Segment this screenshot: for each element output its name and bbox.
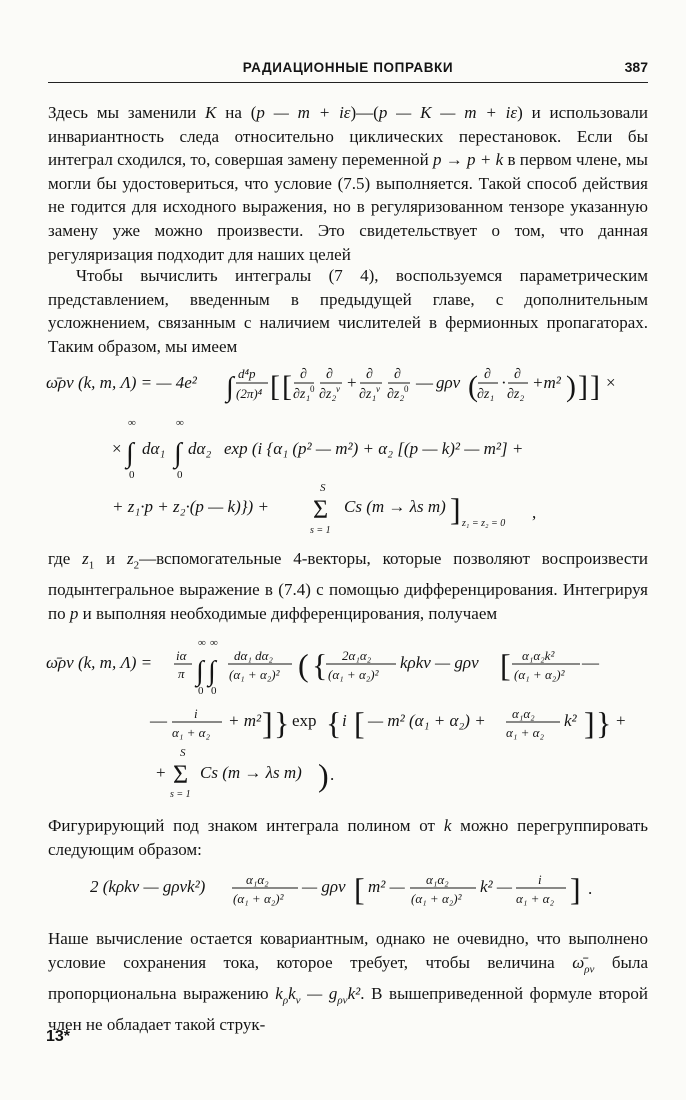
eq1-bracket-close-big: ]: [590, 370, 600, 403]
eq2-l3-end: .: [330, 765, 335, 784]
eq1-z2-b: z₂: [393, 387, 405, 402]
eq2-l2-f-den: α₁ + α₂: [172, 725, 210, 740]
p1-text-4: )—(: [350, 103, 379, 122]
eq1-integral-sign: ∫: [226, 372, 234, 403]
eq1-z1-b: z₁: [365, 387, 377, 402]
p5-k2-sub: ν: [295, 993, 301, 1006]
eq2-sum-top: S: [180, 747, 186, 759]
p1-math-c: p → p + k: [432, 150, 504, 170]
eq3-f2-den: (α₁ + α₂)²: [411, 891, 462, 906]
eq1-sup0-a: 0: [310, 384, 315, 394]
eq1-den-z1-b: ∂z₁: [359, 387, 377, 402]
eq2-kk: kρkν — gρν: [400, 653, 479, 672]
eq1-z2-a: z₂: [325, 387, 337, 402]
eq2-sum-sign: Σ: [173, 760, 189, 789]
eq1-times-1: ×: [606, 373, 616, 392]
eq2-l2-i: i: [342, 711, 347, 730]
eq1-inf-2: ∞: [176, 417, 184, 429]
eq1-z1-a: z₁: [299, 387, 311, 402]
eq2-sum-bottom: s = 1: [170, 789, 191, 800]
eq2-l2-brace-close: }: [274, 705, 290, 741]
paragraph-4: [48, 814, 648, 861]
eq2-l2-bracket-open: [: [354, 705, 365, 741]
eq2-l2-f-num: i: [194, 706, 198, 721]
p3-z1: z: [82, 549, 89, 568]
eq2-int-2: ∫: [208, 656, 216, 687]
equation-2: [0, 640, 686, 800]
eq1-z1-c: z₁: [483, 387, 495, 402]
eq1-dot: ·: [501, 373, 507, 392]
p3-p: p: [69, 603, 79, 623]
p3-text-6: —вспомогательные 4-векторы, которые позволяют воспроизвести подынтегральное выражение в (7.4) с помощью дифференцирования. Интегрируя по: [48, 549, 648, 623]
eq3-a: 2 (kρkν — gρνk²): [90, 877, 206, 896]
p1-math-a: p — m + iε: [256, 103, 351, 122]
equation-1: [0, 358, 686, 538]
eq2-l2-bracket-close-2: ]: [584, 705, 595, 741]
eq2-l2-m2: + m²: [228, 711, 262, 730]
eq2-f2-den: (α₁ + α₂)²: [328, 667, 379, 682]
eq1-minus: —: [416, 373, 433, 392]
eq1-times-2: ×: [112, 439, 122, 458]
paragraph-1: [48, 101, 648, 266]
eq1-g: gρν: [436, 373, 461, 392]
p5-text-3: была пропорциональна выражению: [48, 952, 649, 1003]
eq1-den-z2-b: ∂z₂: [387, 387, 405, 402]
eq2-l2-k2: k²: [564, 711, 577, 730]
eq2-l2-f2-num: α₁α₂: [512, 706, 535, 721]
eq2-l2-bracket-close: ]: [262, 705, 273, 741]
eq1-bracket-open-big: [: [270, 370, 280, 403]
signature-mark: 13*: [46, 1028, 71, 1045]
eq1-comma: ,: [532, 503, 537, 522]
eq3-f1-den: (α₁ + α₂)²: [233, 891, 284, 906]
eq1-measure-den: (2π)⁴: [236, 386, 263, 401]
eq1-den-z2-c: ∂z₂: [507, 387, 525, 402]
eq1-zero-1: 0: [129, 469, 135, 481]
eq3-f2-num: α₁α₂: [426, 872, 449, 887]
eq2-bracket-open: [: [500, 647, 511, 683]
p1-text-6: ) и использовали инвариантность следа относительно циклических перестановок. Если бы интеграл сходился, то, совершая замену переменной: [48, 103, 648, 170]
p5-g: — g: [300, 983, 338, 1003]
paragraph-2: Чтобы вычислить интегралы (7 4), воспользуемся параметрическим представлением, введенным в предыдущей главе, с дополнительным усложнением, связанным с наличием числителей в фермионных пропагаторах. Таким образом, мы имеем: [48, 266, 648, 356]
eq1-eval-bracket: ]: [450, 491, 461, 527]
equation-3-svg: [0, 862, 686, 912]
eq1-zero-2: 0: [177, 469, 183, 481]
eq3-end: .: [588, 879, 593, 898]
p1-text-0: Здесь мы заменили: [48, 103, 206, 122]
eq1-m2: +m²: [532, 373, 561, 392]
eq3-bracket-close: ]: [570, 871, 581, 907]
eq2-inf-2: ∞: [210, 640, 218, 649]
eq3-f3-num: i: [538, 872, 542, 887]
p5-k1: k: [275, 983, 283, 1003]
p5-k2: k: [288, 983, 296, 1003]
p5-k1-sub: ρ: [282, 993, 289, 1006]
eq2-l2-brace-close-2: }: [596, 705, 612, 741]
eq1-int-2: ∫: [174, 438, 182, 469]
equation-3: [0, 862, 686, 912]
eq1-partial-3: ∂: [366, 367, 373, 382]
p5-g-sub: ρν: [337, 993, 348, 1006]
eq1-sum-sign: Σ: [313, 495, 329, 524]
eq2-f3-den: (α₁ + α₂)²: [514, 667, 565, 682]
eq2-int-1: ∫: [196, 656, 204, 687]
eq2-zero-2: 0: [211, 685, 217, 697]
eq1-partial-5: ∂: [484, 367, 491, 382]
eq2-brace-open: {: [312, 647, 328, 683]
eq1-den-z1-a: ∂z₁: [293, 387, 311, 402]
eq2-f3-num: α₁α₂k²: [522, 648, 555, 663]
p5-text-11: . В вышеприведенной формуле второй член не обладает такой струк-: [48, 983, 648, 1034]
eq3-f3-den: α₁ + α₂: [516, 891, 554, 906]
p5-k-sq: k²: [347, 983, 361, 1003]
eq1-supnu-b: ν: [376, 384, 380, 394]
eq2-zero-1: 0: [198, 685, 204, 697]
eq2-f2-num: 2α₁α₂: [342, 648, 372, 663]
p3-z1-sub: 1: [88, 559, 95, 572]
eq2-l3-paren-close: ): [318, 757, 329, 793]
eq1-den-z1-c: ∂z₁: [477, 387, 495, 402]
eq1-partial-6: ∂: [514, 367, 521, 382]
running-title: РАДИАЦИОННЫЕ ПОПРАВКИ: [242, 60, 454, 75]
p1-text-2: на (: [216, 103, 257, 122]
eq2-l2-brace-open: {: [326, 705, 342, 741]
eq2-l2-exp: exp: [292, 711, 317, 730]
eq2-l2-term: — m² (α₁ + α₂) +: [368, 711, 486, 730]
p3-text-0: где: [48, 549, 83, 568]
eq1-partial-2: ∂: [326, 367, 333, 382]
p3-z2: z: [126, 549, 134, 568]
eq1-partial-4: ∂: [394, 367, 401, 382]
paragraph-5: [48, 927, 648, 1036]
p1-math-K: K: [205, 103, 217, 122]
eq3-c: m² —: [368, 877, 405, 896]
eq1-bracket-open: [: [282, 370, 292, 403]
eq3-b: — gρν: [302, 877, 346, 896]
eq2-f1-den: (α₁ + α₂)²: [229, 667, 280, 682]
eq2-inf-1: ∞: [198, 640, 206, 649]
eq1-exp-body: exp (i {α₁ (p² — m²) + α₂ [(p — k)² — m²] +: [224, 439, 524, 458]
p3-text-3: и: [94, 549, 127, 568]
equation-2-svg: [0, 640, 686, 800]
eq1-paren-open: (: [468, 370, 478, 403]
eq1-paren-close: ): [566, 370, 576, 403]
eq1-bracket-close: ]: [578, 370, 588, 403]
equation-1-svg: [0, 358, 686, 538]
eq1-sum-bottom: s = 1: [310, 525, 331, 536]
eq1-int-1: ∫: [126, 438, 134, 469]
eq1-z2-c: z₂: [513, 387, 525, 402]
p5-omega-sub: ρν: [584, 962, 595, 975]
eq2-coef-num: iα: [176, 648, 187, 663]
eq1-supnu-a: ν: [336, 384, 340, 394]
eq1-sup0-b: 0: [404, 384, 409, 394]
eq1-sum-term: Cs (m → λs m): [344, 497, 446, 516]
page-number: 387: [624, 59, 648, 75]
p1-text-8: в первом члене, мы могли бы удостовериться, что условие (7.5) выполняется. Такой способ действия не годится для исходного выражения, но в регуляризованном тензоре указанную замену уже можно произвести. Это свидетельствует о том, что данная регуляризация подходит для наших целей: [48, 150, 648, 264]
eq1-line3-body: + z₁·p + z₂·(p — k)}) +: [112, 497, 269, 516]
eq2-f1-num: dα₁ dα₂: [234, 648, 273, 663]
eq2-sum-term: Cs (m → λs m): [200, 763, 302, 782]
eq1-d-alpha2: dα₂: [188, 439, 212, 458]
eq3-f1-num: α₁α₂: [246, 872, 269, 887]
eq3-d: k² —: [480, 877, 513, 896]
eq2-paren-open: (: [298, 647, 309, 683]
eq1-plus: +: [347, 373, 357, 392]
p5-text-0: Наше вычисление остается ковариантным, однако не очевидно, что выполнено условие сохранения тока, которое требует, чтобы величина: [48, 929, 648, 972]
eq1-inf-1: ∞: [128, 417, 136, 429]
p4-text-0: Фигурирующий под знаком интеграла полином от: [48, 816, 444, 835]
paragraph-3: [48, 547, 648, 625]
eq1-den-z2-a: ∂z₂: [319, 387, 337, 402]
eq1-sum-top: S: [320, 482, 326, 494]
eq2-l3-plus: +: [156, 763, 166, 782]
p3-z2-sub: 2: [133, 559, 140, 572]
p4-text-2: можно перегруппировать следующим образом:: [48, 816, 649, 859]
eq1-partial-1: ∂: [300, 367, 307, 382]
p5-omega: ω̄: [572, 952, 585, 972]
eq2-l2-f2-den: α₁ + α₂: [506, 725, 544, 740]
eq2-l2-minus: —: [150, 711, 167, 730]
eq1-eval: z₁ = z₂ = 0: [462, 518, 506, 529]
eq2-tail: —: [582, 653, 599, 672]
eq1-lhs: ω̄ρν (k, m, Λ) = — 4e²: [46, 373, 197, 392]
p4-k: k: [443, 816, 452, 835]
eq2-coef-den: π: [178, 666, 185, 681]
p3-text-8: и выполняя необходимые дифференцирования, получаем: [78, 603, 498, 623]
eq3-bracket-open: [: [354, 871, 365, 907]
p1-math-b: p — K — m + iε: [378, 103, 518, 122]
eq2-lhs: ω̄ρν (k, m, Λ) =: [46, 653, 153, 672]
running-head: [48, 58, 648, 83]
eq2-l2-plus: +: [616, 711, 626, 730]
eq1-measure: d⁴p: [238, 366, 256, 381]
eq1-d-alpha1: dα₁: [142, 439, 166, 458]
